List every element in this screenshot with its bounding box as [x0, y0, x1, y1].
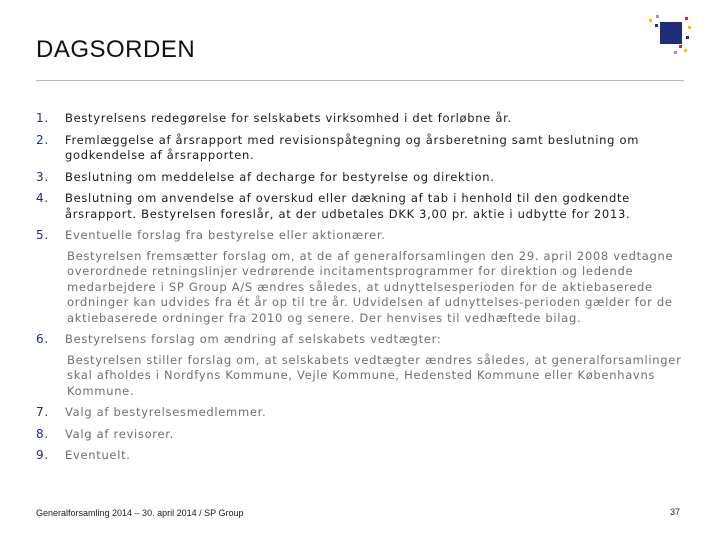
item-number: 4. — [36, 191, 49, 205]
agenda-item-2 — [36, 133, 684, 164]
agenda-item-1 — [36, 111, 684, 127]
item-text: Bestyrelsens redegørelse for selskabets virksomhed i det forløbne år. — [65, 111, 512, 125]
item-text: Beslutning om anvendelse af overskud eller dækning af tab i henhold til den godkendte årsrapport. Bestyrelsen foreslår, at der udbetales DKK 3,00 pr. aktie i udbytte for 2013. — [65, 191, 631, 221]
footer-text: Generalforsamling 2014 – 30. april 2014 / SP Group — [36, 508, 244, 518]
agenda-item-3 — [36, 170, 684, 186]
item-number: 7. — [36, 405, 49, 419]
item-text: Valg af bestyrelsesmedlemmer. — [65, 405, 267, 419]
item-text: Eventuelt. — [65, 448, 131, 462]
agenda-item-4 — [36, 191, 684, 222]
agenda-item-6-note: Bestyrelsen stiller forslag om, at selskabets vedtægter ændres således, at generalforsamlinger skal afholdes i Nordfyns Kommune, Vejle Kommune, Hedensted Kommune eller Københavns Kommune. — [67, 352, 682, 398]
title-divider — [36, 80, 684, 81]
agenda-item-7 — [36, 405, 684, 421]
item-number: 9. — [36, 448, 49, 462]
slide-title: DAGSORDEN — [36, 36, 196, 63]
item-number: 8. — [36, 426, 49, 441]
item-text: Beslutning om meddelelse af decharge for bestyrelse og direktion. — [65, 169, 495, 184]
agenda-item-8 — [36, 427, 684, 443]
item-number: 3. — [36, 169, 49, 184]
item-number: 2. — [36, 132, 49, 147]
item-text: Valg af revisorer. — [65, 426, 174, 441]
item-text: Bestyrelsens forslag om ændring af selskabets vedtægter: — [65, 332, 442, 346]
agenda-item-6 — [36, 332, 684, 348]
agenda-item-9 — [36, 448, 684, 464]
agenda-item-5-note: Bestyrelsen fremsætter forslag om, at de af generalforsamlingen den 29. april 2008 vedtagne overordnede retningslinjer vedrørende incitamentsprogrammer for direktion og ledende medarbejdere i SP Group A/S ændres således, at udnyttelsesperioden for de aktiebaserede ordninger kan udvides fra ét år op til tre år. Udvidelsen af udnyttelses-perioden gælder for de aktiebaserede ordninger fra 2010 og senere. Der henvises til vedhæftede bilag. — [67, 248, 674, 325]
item-number: 6. — [36, 332, 49, 346]
page-number: 37 — [669, 507, 680, 517]
agenda-item-5 — [36, 228, 684, 244]
item-number: 5. — [36, 228, 49, 242]
item-text: Eventuelle forslag fra bestyrelse eller aktionærer. — [65, 228, 386, 242]
item-number: 1. — [36, 111, 49, 125]
agenda-list — [36, 111, 684, 464]
sp-group-logo — [646, 14, 696, 56]
item-text: Fremlæggelse af årsrapport med revisionspåtegning og årsberetning samt beslutning om godkendelse af årsrapporten. — [65, 132, 640, 162]
